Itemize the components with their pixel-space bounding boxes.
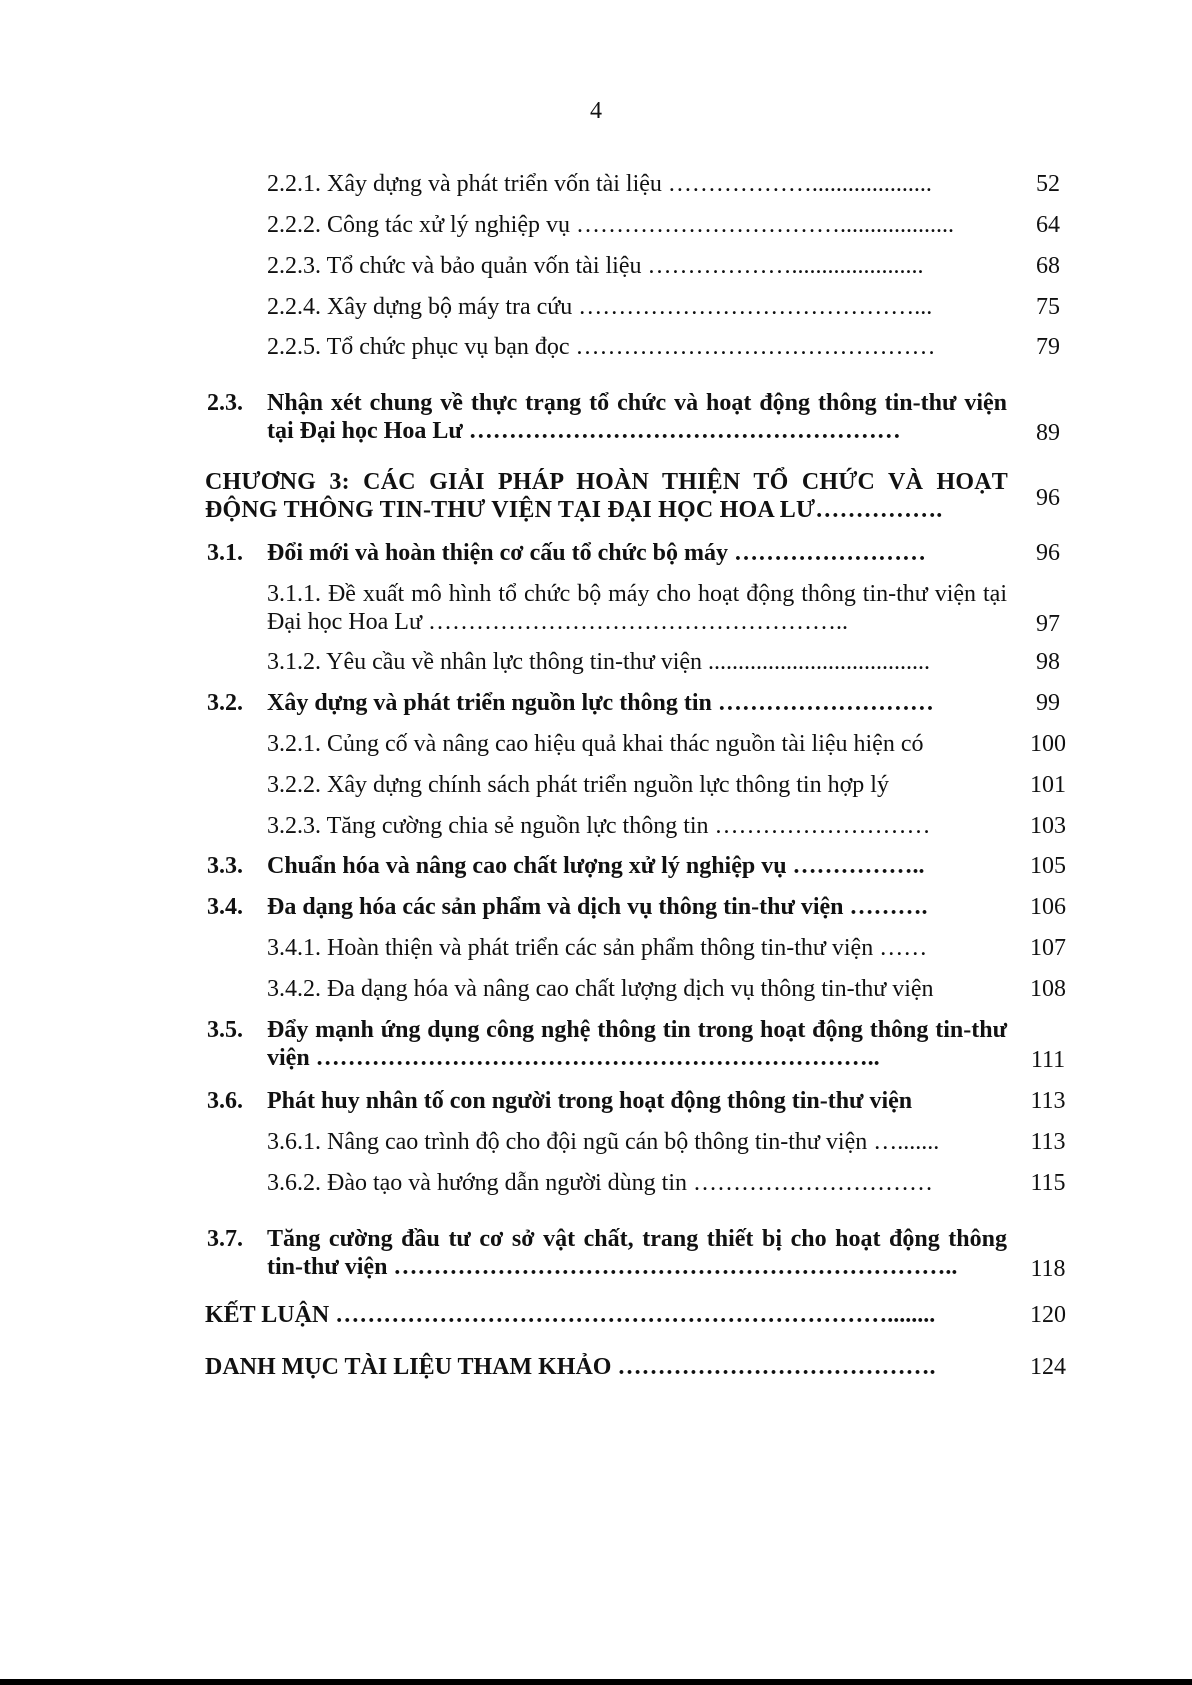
toc-entry-title: Tăng cường đầu tư cơ sở vật chất, trang thiết bị cho hoạt động thông tin-thư viện …………………………………………………………….. [267, 1226, 1007, 1280]
toc-entry [0, 975, 1192, 1005]
toc-entry [0, 893, 1192, 923]
toc-entry-page: 103 [1030, 813, 1066, 839]
toc-entry-page: 101 [1030, 772, 1066, 798]
toc-entry-number: 3.6. [207, 1088, 243, 1114]
toc-entry-number: 3.7. [207, 1226, 243, 1252]
toc-entry-page: 89 [1036, 420, 1060, 446]
toc-entry-title: Chuẩn hóa và nâng cao chất lượng xử lý nghiệp vụ …………….. [267, 853, 925, 879]
toc-entry [0, 211, 1192, 241]
toc-entry-title: 3.1.2. Yêu cầu về nhân lực thông tin-thư viện ..................................... [267, 649, 931, 675]
toc-entry-page: 124 [1030, 1354, 1066, 1380]
toc-entry [0, 1128, 1192, 1158]
toc-entry-title: KẾT LUẬN ……………………………………………………………........ [205, 1302, 936, 1328]
toc-entry-page: 100 [1030, 731, 1066, 757]
toc-entry [0, 1169, 1192, 1199]
toc-entry-title: Nhận xét chung về thực trạng tổ chức và hoạt động thông tin-thư viện tại Đại học Hoa Lư ……………………………………………… [267, 390, 1007, 444]
toc-entry [0, 934, 1192, 964]
toc-entry-title: 3.6.1. Nâng cao trình độ cho đội ngũ cán bộ thông tin-thư viện …....... [267, 1129, 940, 1155]
toc-entry-number: 3.1. [207, 540, 243, 566]
toc-entry [0, 771, 1192, 801]
toc-entry-page: 115 [1030, 1170, 1066, 1196]
toc-entry [0, 730, 1192, 760]
toc-entry-title: DANH MỤC TÀI LIỆU THAM KHẢO …………………………………. [205, 1354, 936, 1380]
toc-entry-number: 3.4. [207, 894, 243, 920]
toc-entry [0, 812, 1192, 842]
toc-entry-page: 120 [1030, 1302, 1066, 1328]
toc-entry-page: 111 [1030, 1047, 1066, 1073]
bottom-border [0, 1679, 1192, 1685]
toc-entry-page: 108 [1030, 976, 1066, 1002]
toc-entry [0, 1016, 1192, 1076]
toc-entry [0, 1087, 1192, 1117]
toc-entry-title: 3.2.2. Xây dựng chính sách phát triển nguồn lực thông tin hợp lý [267, 772, 889, 798]
toc-entry-title: 2.2.2. Công tác xử lý nghiệp vụ ……………………………................... [267, 212, 954, 238]
toc-entry-page: 107 [1030, 935, 1066, 961]
toc-entry-page: 106 [1030, 894, 1066, 920]
toc-entry-title: Đổi mới và hoàn thiện cơ cấu tổ chức bộ máy …………………… [267, 540, 926, 566]
toc-entry-number: 2.3. [207, 390, 243, 416]
toc-entry-page: 96 [1036, 485, 1060, 511]
toc-entry-page: 99 [1036, 690, 1060, 716]
toc-entry-number: 3.3. [207, 853, 243, 879]
toc-entry [0, 648, 1192, 678]
toc-entry [0, 333, 1192, 363]
toc-entry [0, 389, 1192, 449]
toc-entry-title: 3.2.3. Tăng cường chia sẻ nguồn lực thông tin ……………………… [267, 813, 931, 839]
toc-entry [0, 468, 1192, 528]
toc-entry-title: 3.2.1. Củng cố và nâng cao hiệu quả khai thác nguồn tài liệu hiện có [267, 731, 924, 757]
toc-entry-title: 2.2.4. Xây dựng bộ máy tra cứu ……………………………………... [267, 294, 933, 320]
toc-entry [0, 539, 1192, 569]
toc-entry-page: 52 [1036, 171, 1060, 197]
toc-entry-page: 75 [1036, 294, 1060, 320]
toc-entry-title: Đa dạng hóa các sản phẩm và dịch vụ thông tin-thư viện ………. [267, 894, 928, 920]
toc-entry-title: 2.2.5. Tổ chức phục vụ bạn đọc ……………………………………… [267, 334, 936, 360]
toc-entry-number: 3.2. [207, 690, 243, 716]
toc-entry-title: 2.2.1. Xây dựng và phát triển vốn tài liệu ……………….................... [267, 171, 932, 197]
toc-entry-title: 3.4.1. Hoàn thiện và phát triển các sản phẩm thông tin-thư viện …… [267, 935, 928, 961]
toc-entry-page: 98 [1036, 649, 1060, 675]
toc-entry [0, 1301, 1192, 1331]
page-number: 4 [590, 98, 602, 124]
toc-entry [0, 689, 1192, 719]
toc-entry [0, 1353, 1192, 1383]
toc-entry-page: 113 [1030, 1088, 1066, 1114]
toc-entry-title: 2.2.3. Tổ chức và bảo quản vốn tài liệu ………………...................... [267, 253, 924, 279]
toc-entry [0, 170, 1192, 200]
toc-entry [0, 1225, 1192, 1285]
toc-entry-page: 79 [1036, 334, 1060, 360]
toc-entry-page: 113 [1030, 1129, 1066, 1155]
toc-entry [0, 580, 1192, 640]
toc-entry-title: 3.4.2. Đa dạng hóa và nâng cao chất lượng dịch vụ thông tin-thư viện [267, 976, 934, 1002]
toc-entry-page: 118 [1030, 1256, 1066, 1282]
toc-entry-page: 97 [1036, 611, 1060, 637]
toc-entry-title: 3.6.2. Đào tạo và hướng dẫn người dùng tin ………………………… [267, 1170, 934, 1196]
toc-entry-title: CHƯƠNG 3: CÁC GIẢI PHÁP HOÀN THIỆN TỔ CHỨC VÀ HOẠT ĐỘNG THÔNG TIN-THƯ VIỆN TẠI ĐẠI HỌC HOA LƯ……………. [205, 469, 1008, 523]
toc-entry [0, 252, 1192, 282]
toc-entry [0, 852, 1192, 882]
toc-entry [0, 293, 1192, 323]
toc-entry-title: 3.1.1. Đề xuất mô hình tổ chức bộ máy cho hoạt động thông tin-thư viện tại Đại học Hoa Lư …………………………………………….. [267, 581, 1007, 635]
toc-entry-title: Phát huy nhân tố con người trong hoạt động thông tin-thư viện [267, 1088, 913, 1114]
toc-entry-page: 64 [1036, 212, 1060, 238]
toc-entry-title: Xây dựng và phát triển nguồn lực thông tin ……………………… [267, 690, 934, 716]
toc-entry-page: 68 [1036, 253, 1060, 279]
toc-entry-page: 96 [1036, 540, 1060, 566]
toc-entry-title: Đẩy mạnh ứng dụng công nghệ thông tin trong hoạt động thông tin-thư viện …………………………………………………………….. [267, 1017, 1007, 1071]
toc-entry-page: 105 [1030, 853, 1066, 879]
toc-entry-number: 3.5. [207, 1017, 243, 1043]
